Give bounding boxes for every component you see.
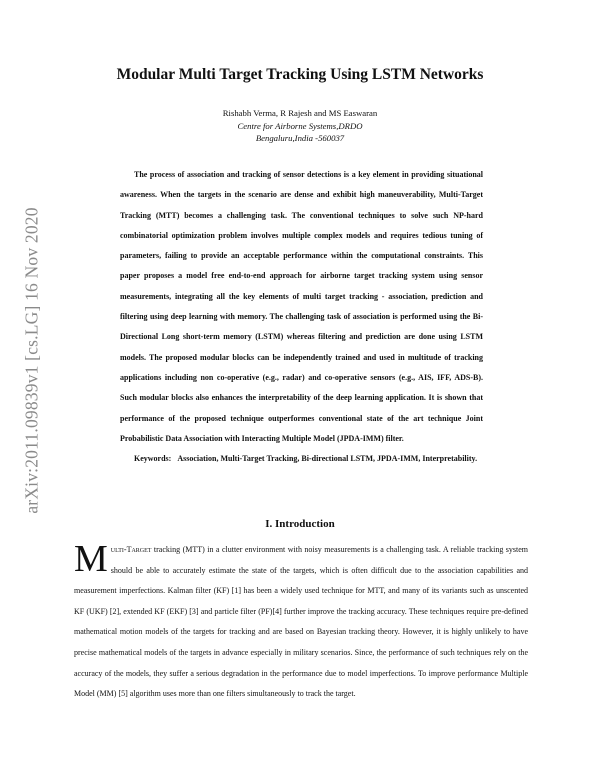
arxiv-identifier-text: arXiv:2011.09839v1 [cs.LG] 16 Nov 2020 [21, 206, 42, 514]
keywords-list: Association, Multi-Target Tracking, Bi-directional LSTM, JPDA-IMM, Interpretability. [177, 454, 478, 464]
paper-title: Modular Multi Target Tracking Using LSTM Networks [116, 66, 484, 83]
paper-authors: Rishabh Verma, R Rajesh and MS Easwaran [222, 108, 378, 118]
section-heading-introduction: I. Introduction [265, 518, 335, 530]
introduction-text: tracking (MTT) in a clutter environment with noisy measurements is a challenging task. A reliable tracking system should be able to accurately estimate the state of the targets, which is often difficult due to the association capabilities and measurement imperfections. Kalman filter (KF) [1] has been a widely used technique for MTT, and many of its variants such as unscented KF (UKF) [2], extended KF (EKF) [3] and particle filter (PF)[4] further improve the tracking accuracy. These techniques require pre-defined mathematical motion models of the targets for tracking and are based on Bayesian tracking theory. However, it is highly unlikely to have precise mathematical models of the targets in advance especially in military scenarios. Since, the performance of such techniques rely on the accuracy of the models, they suffer a serious degradation in the performance due to model imperfections. To improve performance Multiple Model (MM) [5] algorithm uses more than one filters simultaneously to track the target. [74, 545, 528, 699]
introduction-paragraph [74, 540, 528, 705]
keywords-line [120, 449, 483, 469]
introduction-body [74, 540, 528, 705]
abstract-text: The process of association and tracking of sensor detections is a key element in providing situational awareness. When the targets in the scenario are dense and exhibit high maneuverability, Multi-Target Tracking (MTT) becomes a challenging task. The conventional techniques to solve such NP-hard combinatorial optimization problem involves multiple complex models and requires tedious tuning of parameters, failing to provide an acceptable performance within the computational constraints. This paper proposes a model free end-to-end approach for airborne target tracking system using sensor measurements, integrating all the key elements of multi target tracking - association, prediction and filtering using deep learning with memory. The challenging task of association is performed using the Bi-Directional Long short-term memory (LSTM) whereas filtering and prediction are done using LSTM models. The proposed modular blocks can be independently trained and used in multitude of tracking applications including non co-operative (e.g., radar) and co-operative sensors (e.g., AIS, IFF, ADS-B). Such modular blocks also enhances the interpretability of the deep learning application. It is shown that performance of the proposed technique outperformes conventional state of the art technique Joint Probabilistic Data Association with Interacting Multiple Model (JPDA-IMM) filter. [120, 170, 483, 443]
small-caps-term: ulti-Target [110, 545, 152, 554]
arxiv-identifier-sidebar [14, 180, 50, 540]
paper-location: Bengaluru,India -560037 [255, 133, 345, 143]
paper-affiliation: Centre for Airborne Systems,DRDO [237, 121, 363, 131]
abstract-block [120, 165, 483, 469]
drop-cap-letter: M [74, 538, 108, 580]
keywords-label: Keywords: [134, 454, 172, 464]
